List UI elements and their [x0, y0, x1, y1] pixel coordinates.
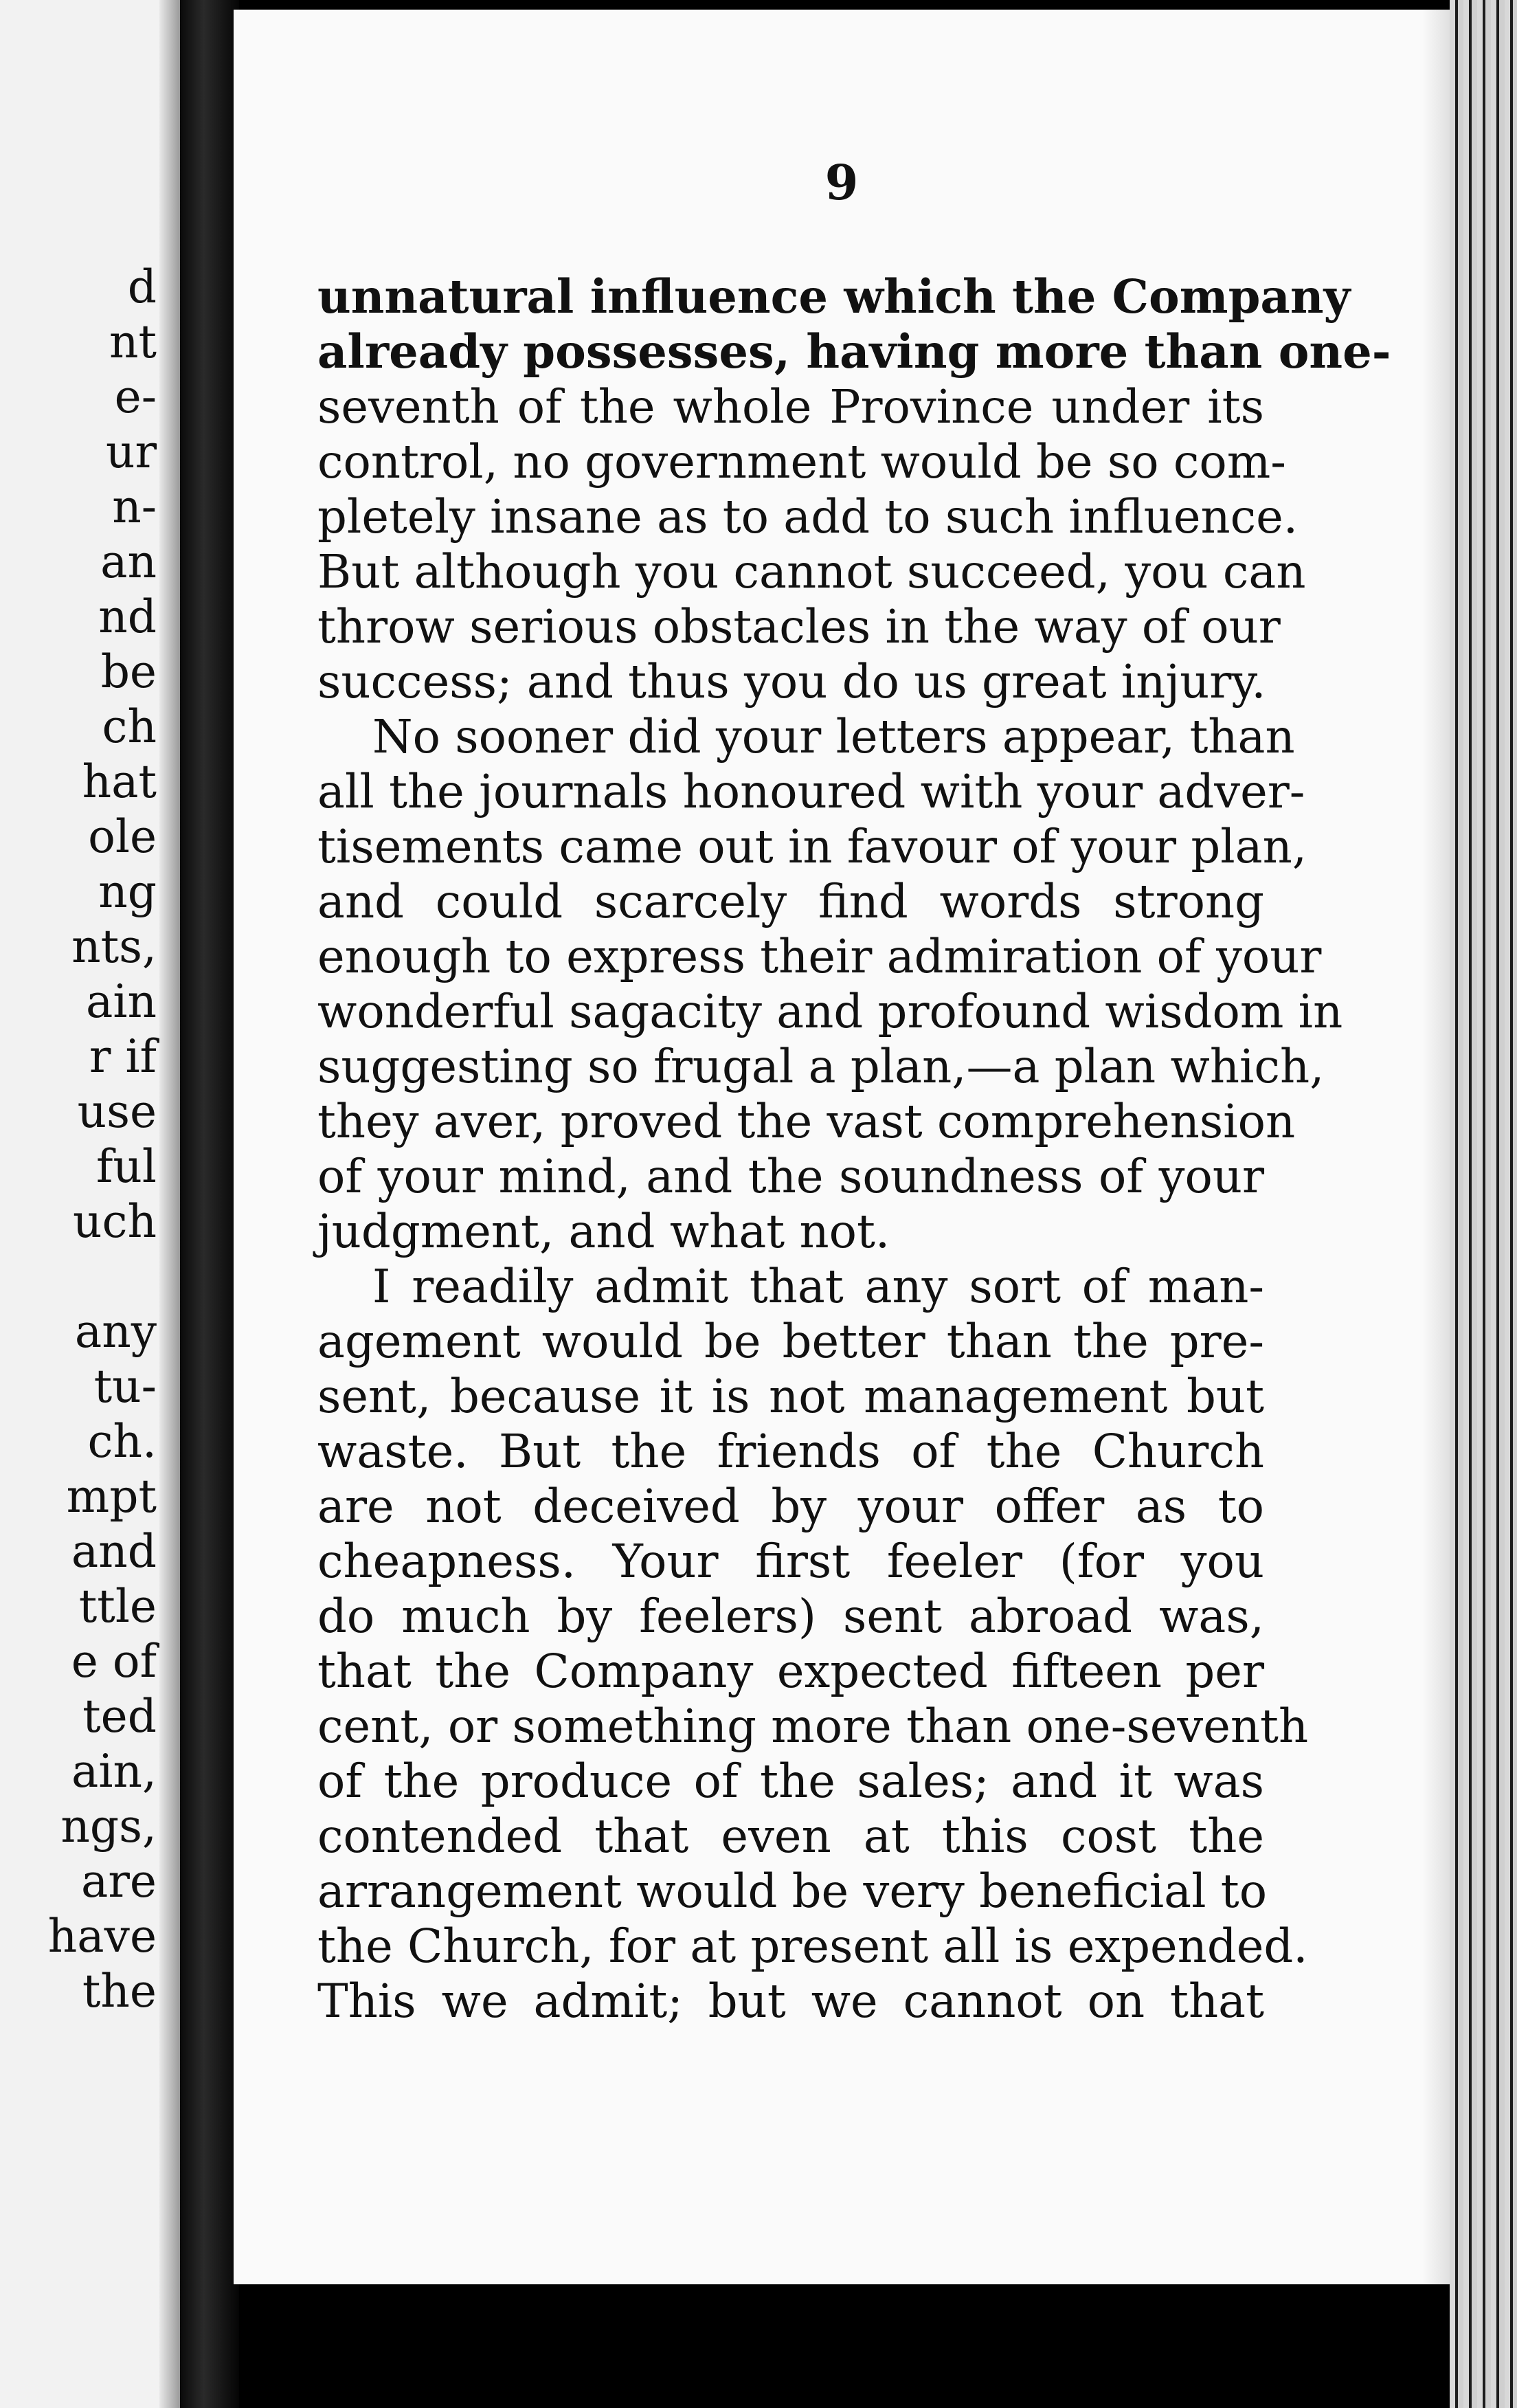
text-line: throw serious obstacles in the way of our [317, 600, 1281, 654]
facing-page-left [0, 0, 180, 2408]
facing-page-fragment: and [71, 1525, 157, 1578]
text-line: enough to express their admiration of your [317, 930, 1322, 983]
text-line: are not deceived by your offer as to [317, 1480, 1264, 1533]
facing-page-fragment: ch. [87, 1415, 157, 1468]
text-line: This we admit; but we cannot on that [317, 1974, 1264, 2028]
text-line: seventh of the whole Province under its [317, 380, 1264, 434]
text-line: suggesting so frugal a plan,—a plan which, [317, 1040, 1325, 1093]
facing-page-fragment: uch [73, 1195, 157, 1248]
text-line: unnatural influence which the Company [317, 269, 1351, 324]
text-line: tisements came out in favour of your plan, [317, 820, 1307, 873]
facing-page-fragment: nt [109, 315, 157, 368]
facing-page-text-fragments [48, 260, 157, 2019]
text-line: cheapness. Your first feeler (for you [317, 1535, 1264, 1588]
text-line: I readily admit that any sort of man- [372, 1260, 1264, 1313]
text-line: already possesses, having more than one- [317, 324, 1391, 379]
text-line: pletely insane as to add to such influence. [317, 490, 1299, 544]
text-line: wonderful sagacity and profound wisdom in [317, 985, 1343, 1038]
facing-page-fragment: ttle [78, 1580, 157, 1633]
page-number: 9 [824, 154, 859, 211]
facing-page-fragment: ful [95, 1140, 157, 1193]
facing-page-fragment: nd [98, 590, 157, 643]
document-page [234, 10, 1450, 2284]
facing-page-fragment: ch [102, 700, 157, 753]
facing-page-fragment: e- [114, 370, 157, 423]
text-line: the Church, for at present all is expended. [317, 1919, 1308, 1973]
facing-page-fragment: ole [88, 810, 157, 863]
text-line: agement would be better than the pre- [317, 1315, 1264, 1368]
text-line: of the produce of the sales; and it was [317, 1754, 1264, 1808]
facing-page-fragment: ted [82, 1690, 157, 1743]
facing-page-fragment: r if [89, 1030, 157, 1083]
facing-page-fragment: d [127, 260, 157, 313]
facing-page-fragment: are [81, 1855, 157, 1908]
text-line: sent, because it is not management but [317, 1370, 1264, 1423]
facing-page-fragment: any [74, 1305, 157, 1358]
facing-page-fragment: ng [98, 865, 157, 918]
text-line: contended that even at this cost the [317, 1809, 1264, 1863]
facing-page-fragment: an [100, 535, 157, 588]
text-line: do much by feelers) sent abroad was, [317, 1590, 1264, 1643]
facing-page-fragment: n- [112, 480, 157, 533]
facing-page-fragment: ain [86, 975, 157, 1028]
text-line: control, no government would be so com- [317, 435, 1286, 489]
text-line: success; and thus you do us great injury. [317, 655, 1266, 709]
facing-page-fragment: ur [105, 425, 157, 478]
facing-page-fragment: hat [82, 755, 157, 808]
facing-page-fragment: ain, [71, 1745, 157, 1798]
facing-page-fragment: nts, [71, 920, 157, 973]
left-page-shadow [159, 0, 180, 2408]
facing-page-fragment: e of [71, 1635, 157, 1688]
facing-page-fragment: ngs, [60, 1800, 157, 1853]
text-line: all the journals honoured with your adver- [317, 765, 1305, 818]
facing-page-fragment: mpt [66, 1470, 157, 1523]
text-line: No sooner did your letters appear, than [372, 710, 1295, 763]
text-line: arrangement would be very beneficial to [317, 1864, 1268, 1918]
text-line: of your mind, and the soundness of your [317, 1150, 1264, 1203]
facing-page-fragment: the [82, 1965, 157, 2018]
facing-page-fragment [48, 1249, 157, 1304]
text-line: cent, or something more than one-seventh [317, 1699, 1309, 1753]
facing-page-fragment: be [100, 645, 157, 698]
text-line: and could scarcely find words strong [317, 875, 1264, 928]
text-line: But although you cannot succeed, you can [317, 545, 1306, 599]
facing-page-fragment: have [47, 1910, 157, 1963]
page-stack-edge [1450, 0, 1517, 2408]
facing-page-fragment: tu- [93, 1360, 157, 1413]
text-line: waste. But the friends of the Church [317, 1425, 1264, 1478]
text-line: they aver, proved the vast comprehension [317, 1095, 1296, 1148]
page-edge-shade [1422, 10, 1450, 2284]
text-line: judgment, and what not. [317, 1205, 890, 1258]
text-line: that the Company expected fifteen per [317, 1645, 1264, 1698]
body-text [317, 269, 1391, 2029]
book-gutter [180, 0, 239, 2408]
facing-page-fragment: use [77, 1085, 157, 1138]
